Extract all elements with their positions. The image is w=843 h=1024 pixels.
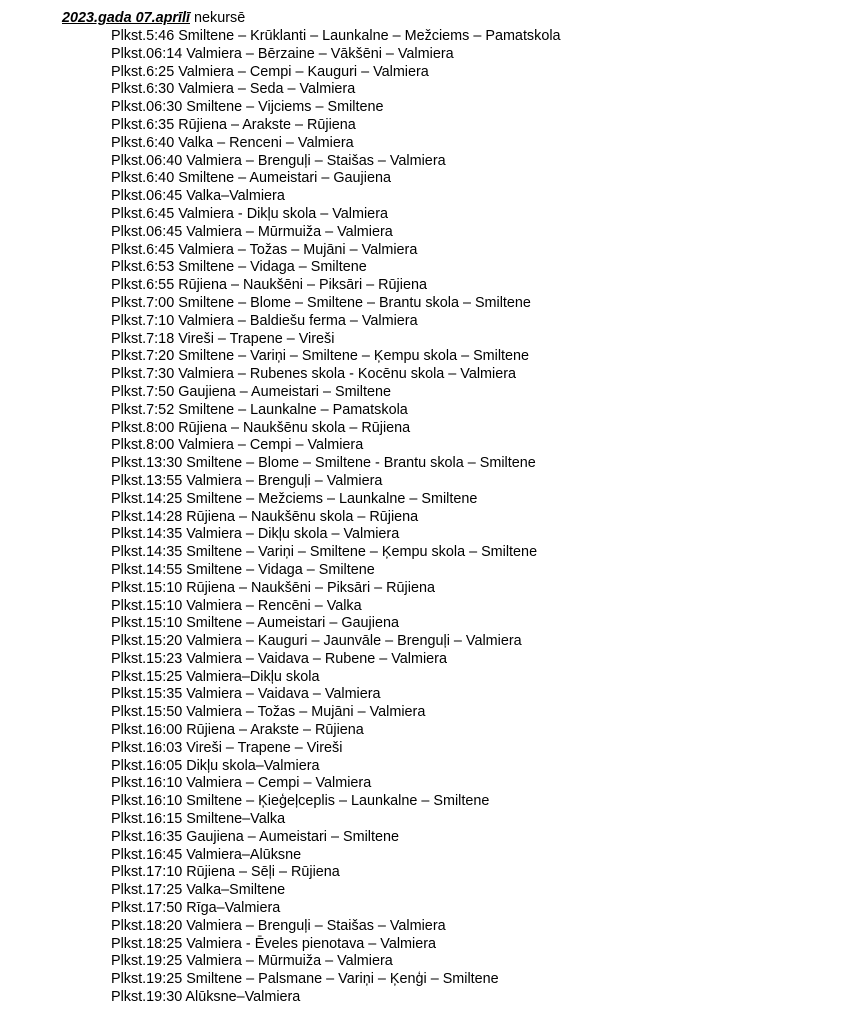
trip-line: Plkst.6:35 Rūjiena – Arakste – Rūjiena xyxy=(111,116,356,133)
trip-line: Plkst.06:14 Valmiera – Bērzaine – Vākšēni – Valmiera xyxy=(111,45,454,62)
trip-line: Plkst.7:00 Smiltene – Blome – Smiltene – Brantu skola – Smiltene xyxy=(111,294,531,311)
trip-list xyxy=(111,28,561,1007)
trip-line: Plkst.7:20 Smiltene – Variņi – Smiltene – Ķempu skola – Smiltene xyxy=(111,348,530,365)
trip-line: Plkst.17:10 Rūjiena – Sēļi – Rūjiena xyxy=(111,864,340,881)
trip-line: Plkst.17:50 Rīga–Valmiera xyxy=(111,900,281,917)
trip-line: Plkst.6:30 Valmiera – Seda – Valmiera xyxy=(111,81,356,98)
trip-line: Plkst.16:35 Gaujiena – Aumeistari – Smiltene xyxy=(111,828,399,845)
trip-line: Plkst.7:50 Gaujiena – Aumeistari – Smiltene xyxy=(111,383,391,400)
trip-line: Plkst.19:30 Alūksne–Valmiera xyxy=(111,989,301,1006)
page-heading xyxy=(62,10,245,28)
trip-line: Plkst.18:25 Valmiera - Ēveles pienotava – Valmiera xyxy=(111,935,437,952)
trip-line: Plkst.19:25 Smiltene – Palsmane – Variņi – Ķenģi – Smiltene xyxy=(111,971,499,988)
trip-line: Plkst.7:30 Valmiera – Rubenes skola - Kocēnu skola – Valmiera xyxy=(111,366,517,383)
trip-line: Plkst.8:00 Valmiera – Cempi – Valmiera xyxy=(111,437,364,454)
trip-line: Plkst.7:52 Smiltene – Launkalne – Pamatskola xyxy=(111,401,408,418)
trip-line: Plkst.15:50 Valmiera – Tožas – Mujāni – Valmiera xyxy=(111,704,426,721)
trip-line: Plkst.6:45 Valmiera – Tožas – Mujāni – Valmiera xyxy=(111,241,418,258)
heading-suffix: nekursē xyxy=(194,10,246,26)
trip-line: Plkst.15:10 Valmiera – Rencēni – Valka xyxy=(111,597,362,614)
trip-line: Plkst.17:25 Valka–Smiltene xyxy=(111,882,286,899)
trip-line: Plkst.15:10 Smiltene – Aumeistari – Gaujiena xyxy=(111,615,399,632)
trip-line: Plkst.16:03 Vireši – Trapene – Vireši xyxy=(111,739,343,756)
trip-line: Plkst.19:25 Valmiera – Mūrmuiža – Valmiera xyxy=(111,953,393,970)
trip-line: Plkst.14:28 Rūjiena – Naukšēnu skola – Rūjiena xyxy=(111,508,419,525)
trip-line: Plkst.16:05 Dikļu skola–Valmiera xyxy=(111,757,320,774)
trip-line: Plkst.16:10 Valmiera – Cempi – Valmiera xyxy=(111,775,372,792)
trip-line: Plkst.14:55 Smiltene – Vidaga – Smiltene xyxy=(111,561,375,578)
trip-line: Plkst.6:53 Smiltene – Vidaga – Smiltene xyxy=(111,259,367,276)
trip-line: Plkst.18:20 Valmiera – Brenguļi – Staišas – Valmiera xyxy=(111,917,446,934)
trip-line: Plkst.06:45 Valka–Valmiera xyxy=(111,188,285,205)
trip-line: Plkst.15:25 Valmiera–Dikļu skola xyxy=(111,668,320,685)
trip-line: Plkst.15:35 Valmiera – Vaidava – Valmiera xyxy=(111,686,381,703)
trip-line: Plkst.06:45 Valmiera – Mūrmuiža – Valmiera xyxy=(111,223,393,240)
trip-line: Plkst.15:23 Valmiera – Vaidava – Rubene – Valmiera xyxy=(111,650,447,667)
trip-line: Plkst.16:10 Smiltene – Ķieģeļceplis – Launkalne – Smiltene xyxy=(111,793,490,810)
trip-line: Plkst.6:55 Rūjiena – Naukšēni – Piksāri – Rūjiena xyxy=(111,277,427,294)
trip-line: Plkst.7:10 Valmiera – Baldiešu ferma – Valmiera xyxy=(111,312,418,329)
trip-line: Plkst.8:00 Rūjiena – Naukšēnu skola – Rūjiena xyxy=(111,419,411,436)
trip-line: Plkst.7:18 Vireši – Trapene – Vireši xyxy=(111,330,335,347)
trip-line: Plkst.14:35 Valmiera – Dikļu skola – Valmiera xyxy=(111,526,400,543)
trip-line: Plkst.16:00 Rūjiena – Arakste – Rūjiena xyxy=(111,722,364,739)
trip-line: Plkst.6:40 Valka – Renceni – Valmiera xyxy=(111,134,354,151)
trip-line: Plkst.15:10 Rūjiena – Naukšēni – Piksāri – Rūjiena xyxy=(111,579,435,596)
trip-line: Plkst.06:40 Valmiera – Brenguļi – Staišas – Valmiera xyxy=(111,152,446,169)
trip-line: Plkst.13:55 Valmiera – Brenguļi – Valmiera xyxy=(111,472,383,489)
trip-line: Plkst.6:40 Smiltene – Aumeistari – Gaujiena xyxy=(111,170,391,187)
trip-line: Plkst.16:45 Valmiera–Alūksne xyxy=(111,846,302,863)
trip-line: Plkst.6:25 Valmiera – Cempi – Kauguri – Valmiera xyxy=(111,63,429,80)
trip-line: Plkst.15:20 Valmiera – Kauguri – Jaunvāle – Brenguļi – Valmiera xyxy=(111,633,522,650)
trip-line: Plkst.06:30 Smiltene – Vijciems – Smiltene xyxy=(111,99,384,116)
trip-line: Plkst.16:15 Smiltene–Valka xyxy=(111,811,286,828)
trip-line: Plkst.14:25 Smiltene – Mežciems – Launkalne – Smiltene xyxy=(111,490,478,507)
trip-line: Plkst.14:35 Smiltene – Variņi – Smiltene – Ķempu skola – Smiltene xyxy=(111,544,538,561)
trip-line: Plkst.5:46 Smiltene – Krūklanti – Launkalne – Mežciems – Pamatskola xyxy=(111,28,561,44)
heading-date: 2023.gada 07.aprīlī xyxy=(62,10,190,26)
trip-line: Plkst.6:45 Valmiera - Dikļu skola – Valmiera xyxy=(111,205,388,222)
trip-line: Plkst.13:30 Smiltene – Blome – Smiltene - Brantu skola – Smiltene xyxy=(111,455,536,472)
